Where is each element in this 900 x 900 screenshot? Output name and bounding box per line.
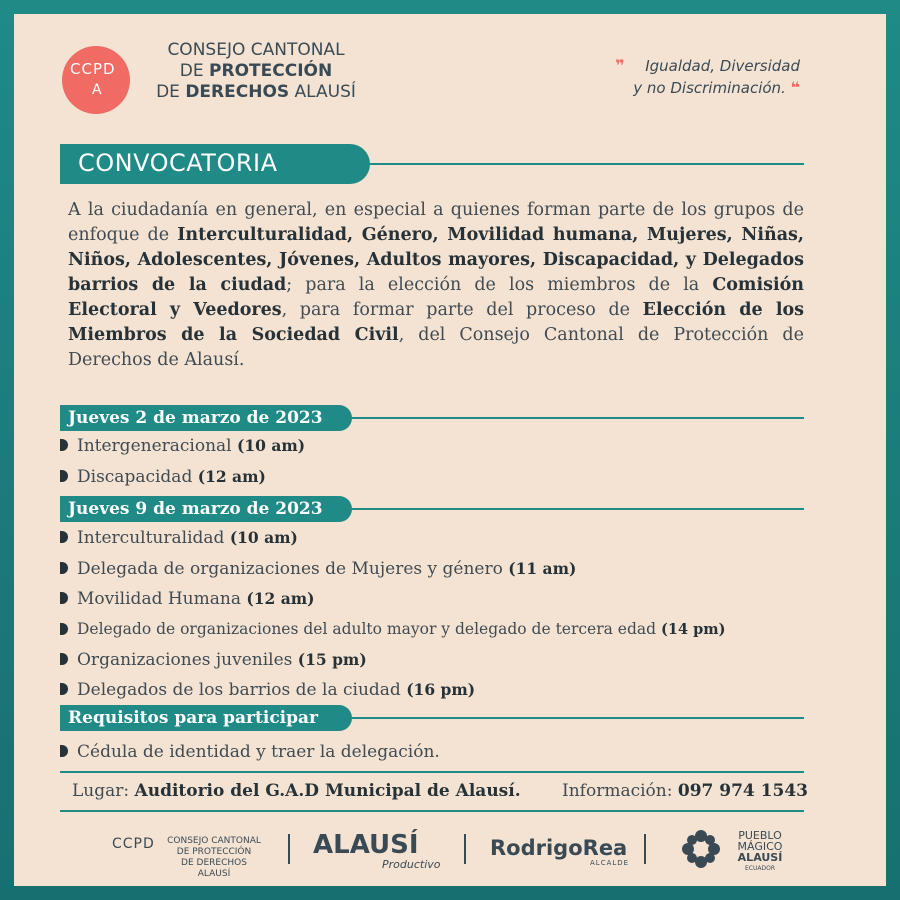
list-item: Organizaciones juveniles (15 pm) [60, 650, 367, 670]
contact-info: Información: 097 974 1543 [562, 781, 808, 801]
alausi-subtitle: Productivo [382, 858, 441, 871]
section-header-date-1: Jueves 2 de marzo de 2023 [60, 405, 352, 431]
org-line-2: DE PROTECCIÓN [179, 61, 333, 81]
bullet-icon [60, 623, 68, 635]
bullet-icon [60, 592, 68, 604]
flower-icon [680, 828, 722, 874]
bullet-icon [60, 439, 68, 451]
bullet-icon [60, 683, 68, 695]
logo-separator [288, 834, 290, 864]
page-title: CONVOCATORIA [78, 149, 278, 177]
pueblo-magico-logo: PUEBLO MÁGICO ALAUSÍ ECUADOR [737, 829, 783, 872]
logo-symbol: A [92, 82, 102, 98]
place-info: Lugar: Auditorio del G.A.D Municipal de Alausí. [72, 781, 521, 801]
org-line-3: DE DERECHOS ALAUSÍ [156, 82, 356, 102]
footer-divider-top [60, 771, 804, 773]
list-item: Delegado de organizaciones del adulto mayor y delegado de tercera edad (14 pm) [60, 620, 725, 638]
alausi-logo: ALAUSÍ [313, 830, 419, 860]
logo-text: CCPD [70, 60, 116, 78]
bullet-icon [60, 562, 68, 574]
slogan-line-2: y no Discriminación. [633, 79, 786, 97]
bullet-icon [60, 653, 68, 665]
ccpd-small-name: CONSEJO CANTONAL DE PROTECCIÓN DE DERECHOS ALAUSÍ [167, 836, 261, 879]
list-item: Cédula de identidad y traer la delegación. [60, 742, 440, 762]
ccpd-small-logo: CCPD [112, 836, 155, 852]
section-header-requirements: Requisitos para participar [60, 705, 352, 731]
list-item: Delegada de organizaciones de Mujeres y género (11 am) [60, 559, 576, 579]
logo-separator [464, 834, 466, 864]
organization-name [136, 40, 376, 103]
list-item: Delegados de los barrios de la ciudad (16 pm) [60, 680, 475, 700]
quote-open-icon: ❞ [615, 56, 625, 75]
section-divider [352, 508, 804, 510]
section-divider [352, 717, 804, 719]
section-header-date-2: Jueves 9 de marzo de 2023 [60, 496, 352, 522]
section-divider [352, 417, 804, 419]
list-item: Interculturalidad (10 am) [60, 528, 298, 548]
intro-paragraph: A la ciudadanía en general, en especial a quienes forman parte de los grupos de enfoque de Interculturalidad, Género, Movilidad humana, Mujeres, Niñas, Niños, Adolescentes, Jóvenes, Adultos mayores, Discapacidad, y Delegados barrios de la ciudad; para la elección de los miembros de la Comisión Electoral y Veedores, para formar parte del proceso de Elección de los Miembros de la Sociedad Civil, del Consejo Cantonal de Protección de Derechos de Alausí. [68, 200, 805, 370]
bullet-icon [60, 470, 68, 482]
org-line-1: CONSEJO CANTONAL [167, 40, 345, 60]
footer-divider-bottom [60, 810, 804, 812]
list-item: Intergeneracional (10 am) [60, 436, 305, 456]
rodrigo-rea-logo: RodrigoRea [490, 836, 628, 860]
bullet-icon [60, 745, 68, 757]
bullet-icon [60, 531, 68, 543]
ccpd-logo [62, 46, 130, 114]
list-item: Discapacidad (12 am) [60, 467, 266, 487]
logo-separator [644, 834, 646, 864]
slogan-line-1: Igualdad, Diversidad [645, 57, 800, 75]
title-divider [370, 163, 804, 165]
quote-close-icon: ❝ [790, 78, 800, 97]
list-item: Movilidad Humana (12 am) [60, 589, 314, 609]
slogan [615, 55, 800, 99]
rodrigo-rea-subtitle: ALCALDE [590, 859, 630, 867]
